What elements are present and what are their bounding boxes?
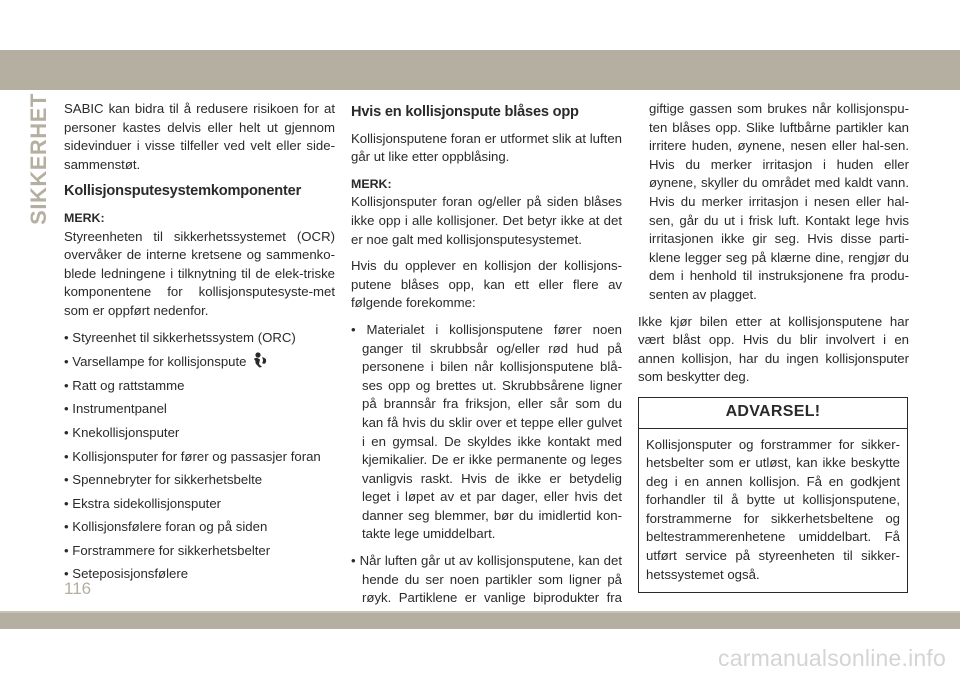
components-list	[64, 329, 335, 585]
column-3	[638, 100, 909, 593]
intro-paragraph: SABIC kan bidra til å redusere risikoen for at personer kastes delvis eller helt ut gjennom sidevinduer i visse tilfeller ved velt eller side-sammenstøt.	[64, 101, 335, 172]
list-item: • Knekollisjonsputer	[64, 424, 335, 443]
note-text: Kollisjonsputer foran og/eller på siden blåses ikke opp i alle kollisjoner. Det betyr ikke at det er noe galt med kollisjonsputesystemet.	[351, 194, 622, 247]
components-heading: Kollisjonsputesystemkomponenter	[64, 183, 302, 200]
column-2	[351, 103, 622, 634]
watermark-text: carmanualsonline.info	[718, 645, 946, 671]
list-item: • Ekstra sidekollisjonsputer	[64, 495, 335, 514]
list-item: • Spennebryter for sikkerhetsbelte	[64, 471, 335, 490]
list-item: • Kollisjonsfølere foran og på siden	[64, 518, 335, 537]
effects-list	[351, 321, 622, 627]
list-item-with-icon	[64, 352, 335, 372]
warning-text: Kollisjonsputer og forstrammer for sikker-hetsbelter som er utløst, kan ikke beskytte deg i en annen kollisjon. Få en godkjent forhandler til å bytte ut kollisjonsputene, forstrammerne for sikkerhetsbeltene og beltestrammerenhetene umiddelbart. Få utført service på styreenheten til sikker-hetssystemet også.	[646, 436, 900, 582]
page-number: 116	[64, 579, 92, 598]
footer-bar	[0, 613, 960, 629]
no-driving-paragraph: Ikke kjør bilen etter at kollisjonsputene har vært blåst opp. Hvis du blir involvert i en annen kollisjon, har du ingen kollisjonsputer som beskytter deg.	[638, 313, 909, 385]
list-item-label: Varsellampe for kollisjonspute	[72, 354, 247, 370]
section-side-label-text: SIKKERHET	[26, 93, 51, 225]
warning-box	[638, 397, 908, 593]
page-top-margin	[0, 0, 960, 50]
airbag-warning-icon	[251, 352, 269, 368]
section-side-label	[26, 93, 52, 225]
note-label: MERK:	[351, 176, 392, 191]
effects-intro: Hvis du opplever en kollisjon der kollisjons-putene blåses opp, kan ett eller flere av følgende forekomme:	[351, 258, 622, 311]
list-item: • Kollisjonsputer for fører og passasjer foran	[64, 448, 335, 467]
list-item: • Materialet i kollisjonsputene fører noen ganger til skrubbsår og/eller rød hud på personene i bilen når kollisjonsputene blå-ses opp og brettes ut. Skrubbsårene ligner på brannsår fra friksjon, eller sår som du kan få hvis du sklir over et teppe eller gulvet i en gymsal. De skyldes ikke kontakt med kjemikalier. De er ikke permanente og leges vanligvis raskt. Hvis de ikke er betydelig leget i løpet av et par dager, eller hvis det danner seg blemmer, bør du imidlertid kon-takte lege umiddelbart.	[351, 321, 622, 544]
list-item: • Ratt og rattstamme	[64, 377, 335, 396]
list-item: • Når luften går ut av kollisjonsputene, kan det hende du ser noen partikler som ligner på røyk. Partiklene er vanlige biprodukter fra	[351, 552, 622, 626]
deployment-paragraph: Kollisjonsputene foran er utformet slik at luften går ut like etter oppblåsing.	[351, 130, 622, 165]
column-1	[64, 100, 335, 589]
list-item: • Forstrammere for sikkerhetsbelter	[64, 542, 335, 561]
list-item: • Instrumentpanel	[64, 400, 335, 419]
note-label: MERK:	[64, 210, 105, 225]
deployment-heading: Hvis en kollisjonspute blåses opp	[351, 104, 579, 120]
list-item-continuation: giftige gassen som brukes når kollisjonspu-ten blåses opp. Slike luftbårne partikler kan irritere huden, øynene, nesen eller hal-sen. Hvis du merker irritasjon i huden eller øynene, skyller du området med kaldt vann. Hvis du merker irritasjon i nesen eller hal-sen, går du ut i frisk luft. Kontakt lege hvis irritasjonen ikke gir seg. Hvis disse parti-klene legger seg på klærne dine, rengjør du dem i henhold til instruksjonene fra produ-senten av plagget.	[649, 101, 909, 302]
list-item: • Seteposisjonsfølere	[64, 565, 335, 584]
note-text: Styreenheten til sikkerhetssystemet (OCR) overvåker de interne kretsene og sammenko-blede ledningene i tilknytning til de elek-triske komponentene for kollisjonsputesyste-met som er oppført nedenfor.	[64, 228, 335, 318]
header-bar	[0, 50, 960, 90]
list-item: • Styreenhet til sikkerhetssystem (ORC)	[64, 329, 335, 348]
warning-title: ADVARSEL!	[639, 398, 907, 429]
